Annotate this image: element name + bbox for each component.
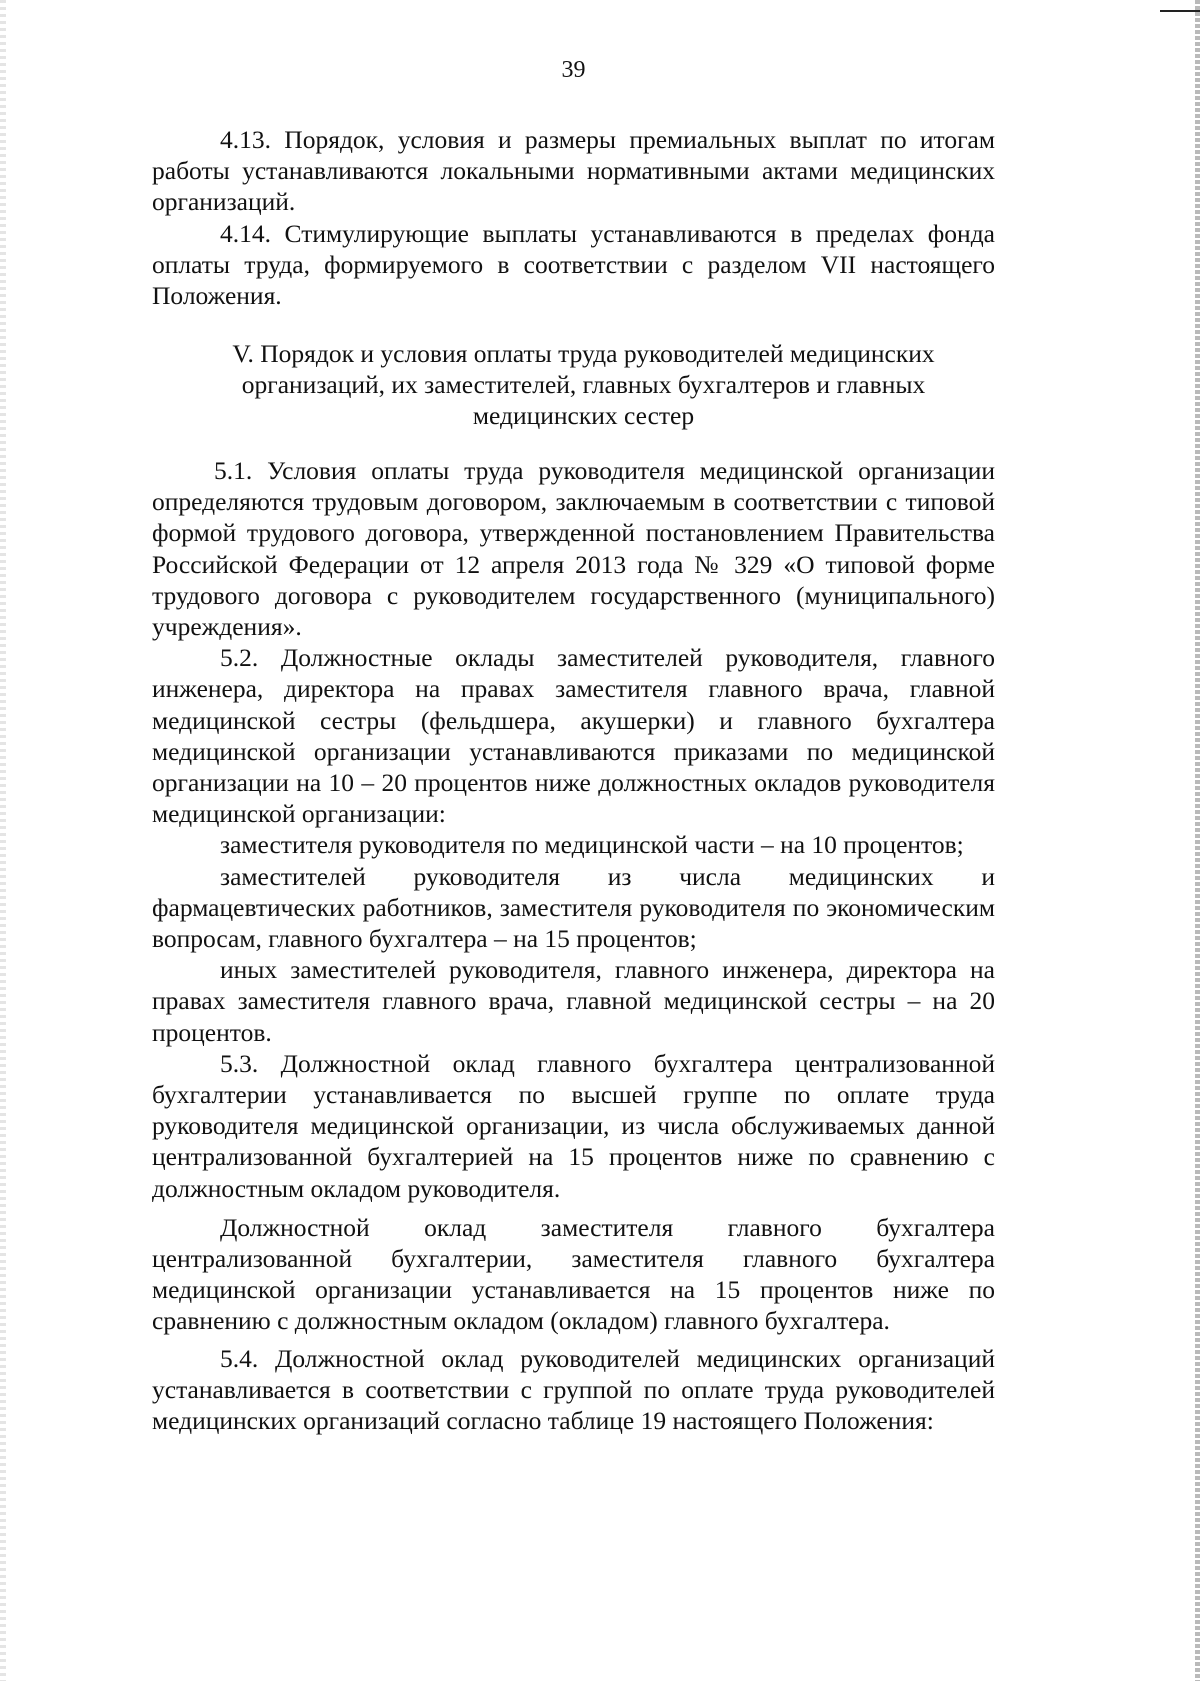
paragraph-5-3: 5.3. Должностной оклад главного бухгалтера централизованной бухгалтерии устанавливается по высшей группе по оплате труда руководителя медицинской организации, из числа обслуживаемых данной централизованной бухгалтерией на 15 процентов ниже по сравнению с должностным окладом руководителя. <box>152 1048 995 1203</box>
paragraph-5-1: 5.1. Условия оплаты труда руководителя медицинской организации определяются трудовым договором, заключаемым в соответствии с типовой формой трудового договора, утвержденной постановлением Правительства Российской Федерации от 12 апреля 2013 года № 329 «О типовой форме трудового договора с руководителем государственного (муниципального) учреждения». <box>152 456 995 642</box>
page-number: 39 <box>561 57 586 83</box>
paragraph-5-3-second: Должностной оклад заместителя главного бухгалтера централизованной бухгалтерии, заместителя главного бухгалтера медицинской организации устанавливается на 15 процентов ниже по сравнению с должностным окладом (окладом) главного бухгалтера. <box>152 1212 995 1336</box>
section-heading: V. Порядок и условия оплаты труда руководителей медицинских организаций, их заместителей, главных бухгалтеров и главных медицинских сестер <box>232 339 935 431</box>
paragraph-5-2-item-c: иных заместителей руководителя, главного инженера, директора на правах заместителя главного врача, главной медицинской сестры – на 20 процентов. <box>152 955 995 1047</box>
paragraph-5-2-item-b: заместителей руководителя из числа медицинских и фармацевтических работников, заместителя руководителя по экономическим вопросам, главного бухгалтера – на 15 процентов; <box>152 861 995 954</box>
scan-edge-right <box>1195 0 1200 1681</box>
section-5-heading-block <box>152 338 995 432</box>
scan-edge-left <box>0 0 6 1681</box>
paragraph-5-2-item-a: заместителя руководителя по медицинской части – на 10 процентов; <box>220 830 964 860</box>
paragraph-5-4: 5.4. Должностной оклад руководителей медицинских организаций устанавливается в соответствии с группой по оплате труда руководителей медицинских организаций согласно таблице 19 настоящего Положения: <box>152 1343 995 1436</box>
paragraph-5-2: 5.2. Должностные оклады заместителей руководителя, главного инженера, директора на правах заместителя главного врача, главной медицинской сестры (фельдшера, акушерки) и главного бухгалтера медицинской организации устанавливаются приказами по медицинской организации на 10 – 20 процентов ниже должностных окладов руководителя медицинской организации: <box>152 643 995 829</box>
scan-corner-mark <box>1160 10 1200 12</box>
section-4-end <box>152 124 995 311</box>
section-5-body <box>152 455 995 1436</box>
paragraph-4-14: 4.14. Стимулирующие выплаты устанавливаются в пределах фонда оплаты труда, формируемого в соответствии с разделом VII настоящего Положения. <box>152 218 995 311</box>
paragraph-4-13: 4.13. Порядок, условия и размеры премиальных выплат по итогам работы устанавливаются локальными нормативными актами медицинских организаций. <box>152 125 995 217</box>
